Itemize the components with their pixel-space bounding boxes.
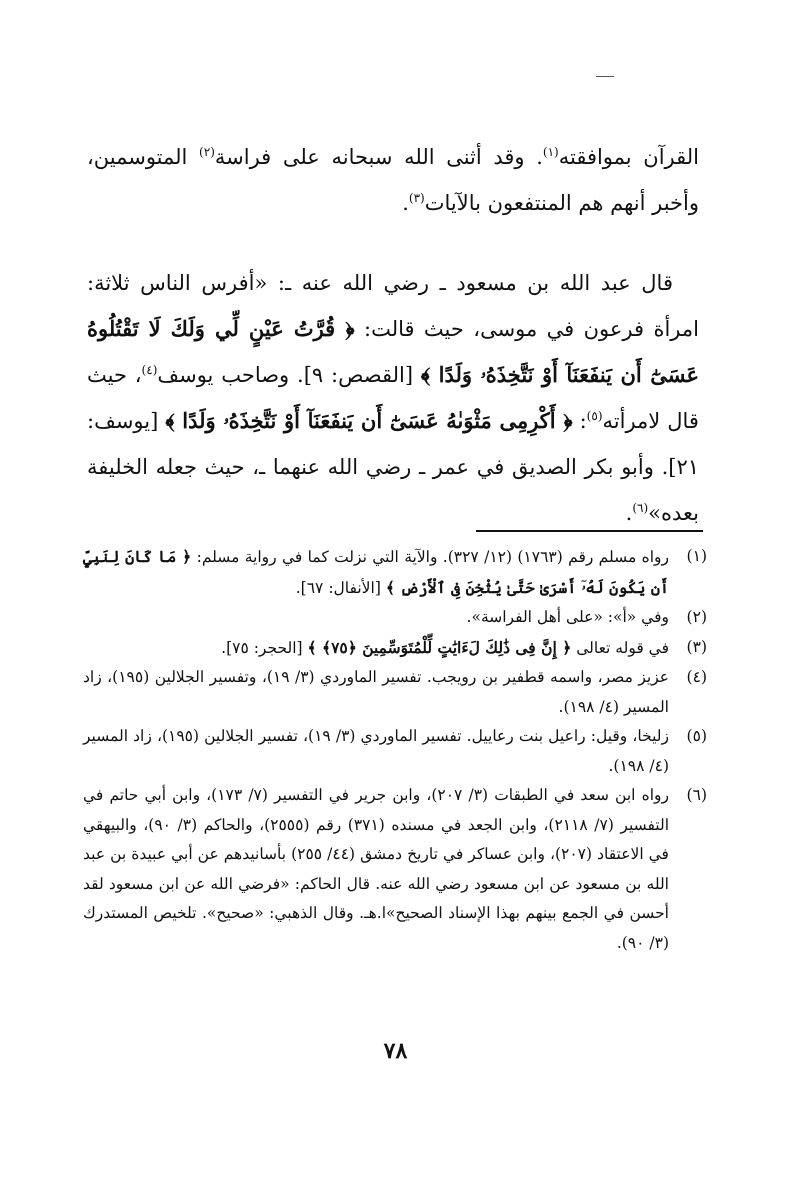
footnote-number: (٥) — [686, 727, 707, 745]
footnote-ref-4[interactable]: (٤) — [141, 363, 158, 377]
footnotes-section — [83, 542, 707, 958]
body-paragraph-2 — [87, 260, 699, 536]
quran-verse: ﴿ إِنَّ فِى ذَٰلِكَ لَءَايَٰتٍ لِّلْمُتَوَسِّمِينَ ﴿٧٥﴾ ﴾ — [307, 637, 572, 657]
footnote-6 — [83, 781, 707, 958]
footnote-5 — [83, 722, 707, 781]
paragraph-text: قال عبد الله بن مسعود ـ رضي الله عنه ـ: «أفرس الناس ثلاثة: امرأة فرعون في موسى، حيث قالت: — [87, 271, 699, 341]
footnote-ref-6[interactable]: (٦) — [632, 501, 649, 515]
paragraph-text: ، حيث قال لامرأته — [87, 363, 699, 433]
footnote-text-part: عزيز مصر، واسمه قطفير بن رويجب. تفسير الماوردي (٣/ ١٩)، وتفسير الجلالين (١٩٥)، زاد المسير (٤/ ١٩٨). — [83, 668, 669, 716]
footnote-text — [83, 781, 669, 958]
footnote-text — [83, 663, 669, 722]
paragraph-text: القرآن بموافقته — [558, 145, 699, 169]
quran-verse: ﴿ أَكْرِمِى مَثْوَىٰهُ عَسَىٰٓ أَن يَنفَعَنَآ أَوْ نَتَّخِذَهُۥ وَلَدًا ﴾ — [165, 408, 573, 433]
footnote-number: (٤) — [686, 668, 707, 686]
footnote-text-part: رواه ابن سعد في الطبقات (٣/ ٢٠٧)، وابن جرير في التفسير (٧/ ١٧٣)، وابن أبي حاتم في التفسير (٧/ ٢١١٨)، وابن الجعد في مسنده (٣٧١) رقم (٢٥٥٥)، والحاكم (٣/ ٩٠)، والبيهقي في الاعتقاد (٢٠٧)، وابن عساكر في تاريخ دمشق (٤٤/ ٢٥٥) بأسانيدهم عن أبي عبيدة بن عبد الله بن مسعود عن ابن مسعود رضي الله عنه. قال الحاكم: «فرضي الله عن ابن مسعود لقد أحسن في الجمع بينهم بهذا الإسناد الصحيح»ا.هـ. وقال الذهبي: «صحيح». تلخيص المستدرك (٣/ ٩٠). — [83, 786, 669, 952]
quran-verse: ﴿ مَا كَانَ لِنَبِيٍّ أَن يَكُونَ لَهُۥٓ أَسْرَىٰ حَتَّىٰ يُثْخِنَ فِى ٱلْأَرْضِ ﴾ — [83, 547, 669, 597]
footnote-3 — [83, 633, 707, 664]
footnote-number: (٣) — [686, 637, 707, 656]
footnote-text — [83, 722, 669, 781]
footnote-number: (٢) — [686, 608, 707, 626]
footnote-1 — [83, 542, 707, 603]
paragraph-text: . — [625, 501, 633, 525]
footnote-2 — [83, 603, 707, 633]
footnote-number: (٦) — [686, 786, 707, 804]
footnote-text-part: [الأنفال: ٦٧]. — [295, 578, 386, 597]
footnote-text-part: وفي «أ»: «على أهل الفراسة». — [466, 608, 669, 626]
footnote-text — [83, 603, 669, 633]
footnote-ref-2[interactable]: (٢) — [199, 145, 215, 159]
footnote-text-part: رواه مسلم رقم (١٧٦٣) (١٢/ ٣٢٧). والآية التي نزلت كما في رواية مسلم: — [191, 548, 669, 566]
footnote-number: (١) — [686, 547, 707, 565]
body-paragraph-1 — [87, 134, 699, 226]
paragraph-text: . وقد أثنى الله سبحانه على فراسة — [214, 145, 543, 169]
quran-verse: ﴿ قُرَّتُ عَيْنٍ لِّي وَلَكَ لَا تَقْتُلُوهُ عَسَىٰٓ أَن يَنفَعَنَآ أَوْ نَتَّخِذَهُۥ وَلَدًا ﴾ — [87, 316, 699, 387]
footnote-4 — [83, 663, 707, 722]
footnote-text-part: في قوله تعالى — [571, 638, 669, 657]
paragraph-text: . — [402, 191, 409, 215]
paragraph-text: [يوسف: ٢١]. وأبو بكر الصديق في عمر ـ رضي الله عنهما ـ، حيث جعله الخليفة بعده» — [87, 409, 699, 525]
footnote-text-part: [الحجر: ٧٥]. — [221, 638, 308, 657]
header-dash — [596, 76, 614, 77]
footnote-ref-1[interactable]: (١) — [542, 145, 559, 159]
paragraph-text: [القصص: ٩]. وصاحب يوسف — [157, 363, 421, 387]
footnote-ref-5[interactable]: (٥) — [586, 409, 603, 423]
footnote-ref-3[interactable]: (٣) — [408, 191, 425, 205]
footnote-text-part: زليخا، وقيل: راعيل بنت رعاييل. تفسير الماوردي (٣/ ١٩)، تفسير الجلالين (١٩٥)، زاد المسير (٤/ ١٩٨). — [83, 727, 669, 775]
paragraph-text: : — [572, 409, 587, 433]
footnote-separator — [476, 530, 703, 532]
footnote-text — [83, 633, 669, 664]
paragraph-text: المتوسمين، وأخبر أنهم هم المنتفعون بالآيات — [87, 145, 699, 215]
footnote-text — [83, 542, 669, 603]
page-number: ٧٨ — [383, 1038, 408, 1064]
